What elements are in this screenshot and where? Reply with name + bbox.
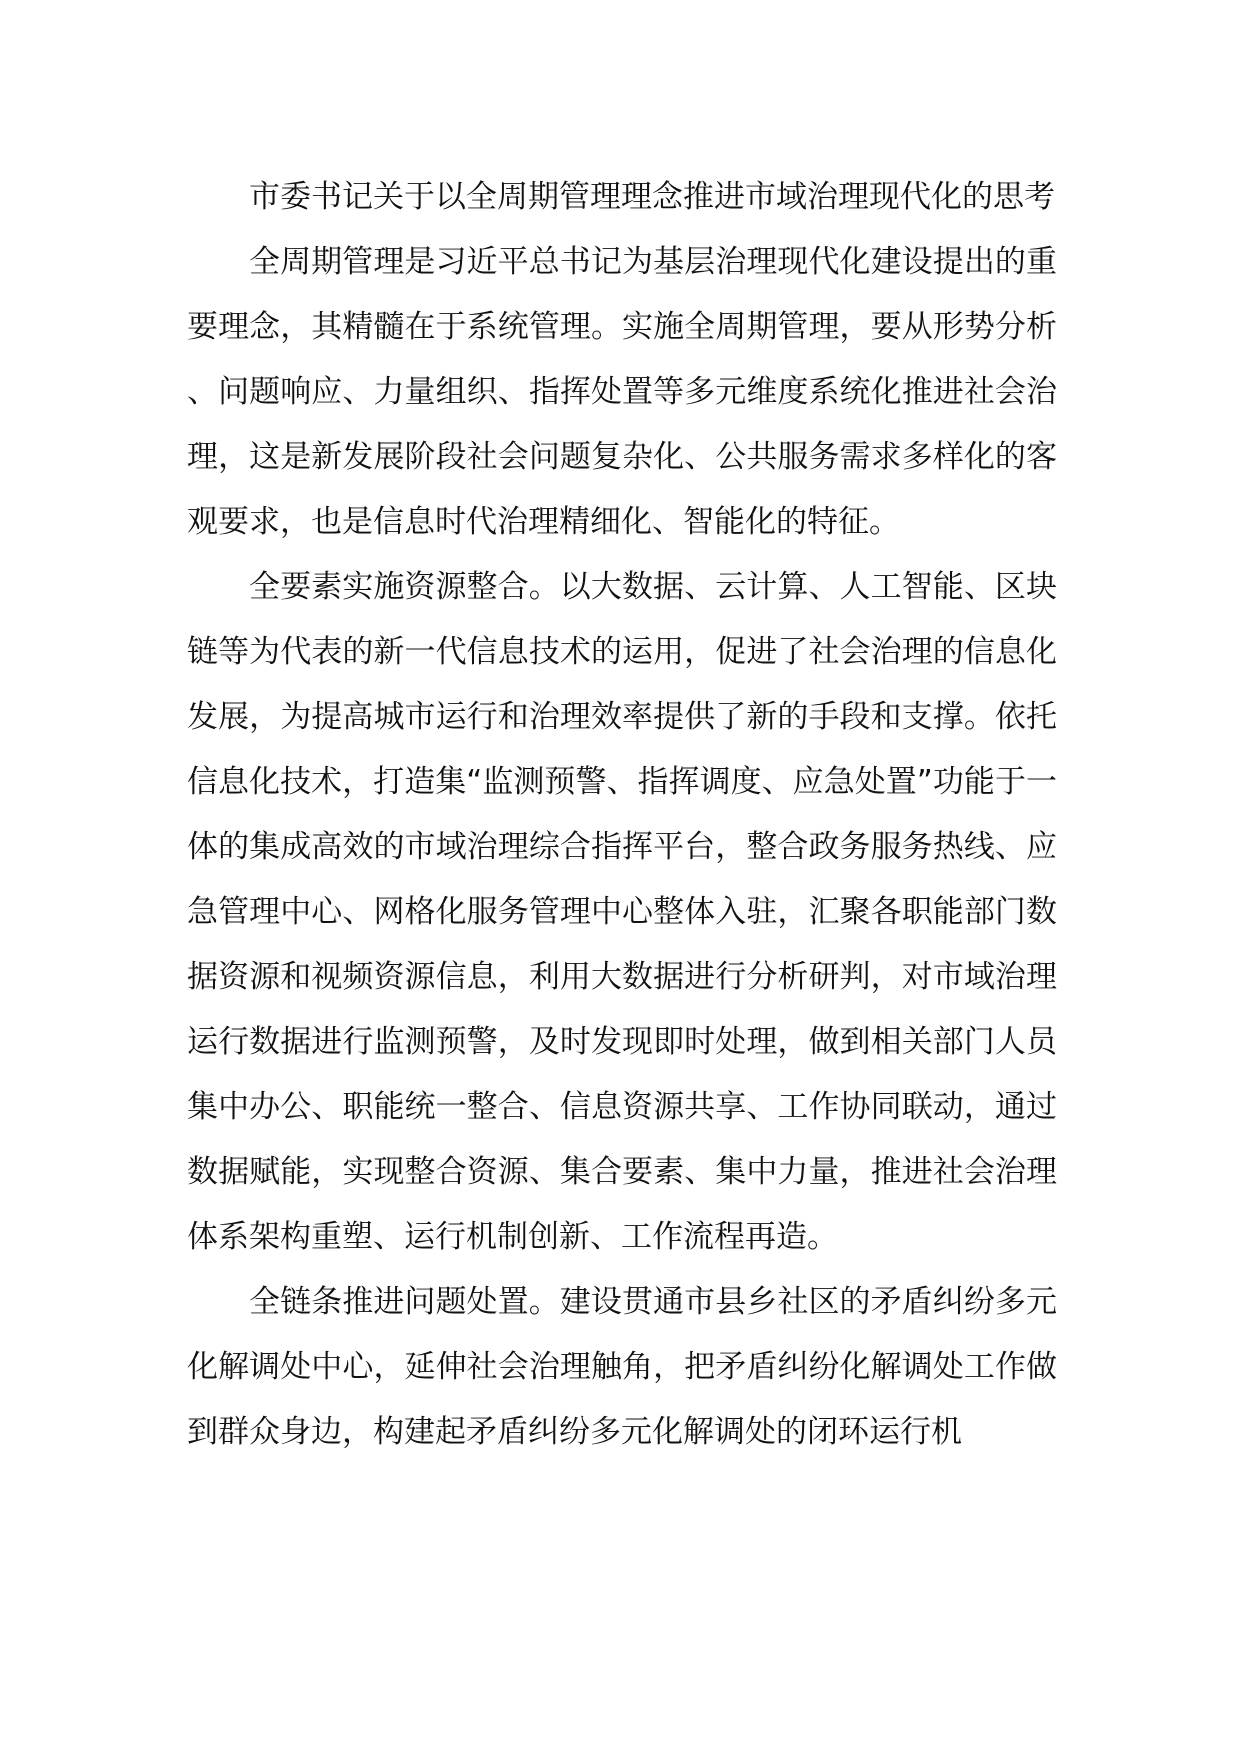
document-title: 市委书记关于以全周期管理理念推进市域治理现代化的思考: [249, 179, 1055, 215]
paragraph-2: 全要素实施资源整合。以大数据、云计算、人工智能、区块链等为代表的新一代信息技术的运用，促进了社会治理的信息化发展，为提高城市运行和治理效率提供了新的手段和支撑。依托信息化技术，打造集“监测预警、指挥调度、应急处置”功能于一体的集成高效的市域治理综合指挥平台，整合政务服务热线、应急管理中心、网格化服务管理中心整体入驻，汇聚各职能部门数据资源和视频资源信息，利用大数据进行分析研判，对市域治理运行数据进行监测预警，及时发现即时处理，做到相关部门人员集中办公、职能统一整合、信息资源共享、工作协同联动，通过数据赋能，实现整合资源、集合要素、集中力量，推进社会治理体系架构重塑、运行机制创新、工作流程再造。: [187, 569, 1057, 1255]
document-body: [187, 165, 1057, 1465]
paragraph-3: 全链条推进问题处置。建设贯通市县乡社区的矛盾纠纷多元化解调处中心，延伸社会治理触角，把矛盾纠纷化解调处工作做到群众身边，构建起矛盾纠纷多元化解调处的闭环运行机: [187, 1284, 1057, 1450]
paragraph-1: 全周期管理是习近平总书记为基层治理现代化建设提出的重要理念，其精髓在于系统管理。实施全周期管理，要从形势分析、问题响应、力量组织、指挥处置等多元维度系统化推进社会治理，这是新发展阶段社会问题复杂化、公共服务需求多样化的客观要求，也是信息时代治理精细化、智能化的特征。: [187, 244, 1057, 540]
